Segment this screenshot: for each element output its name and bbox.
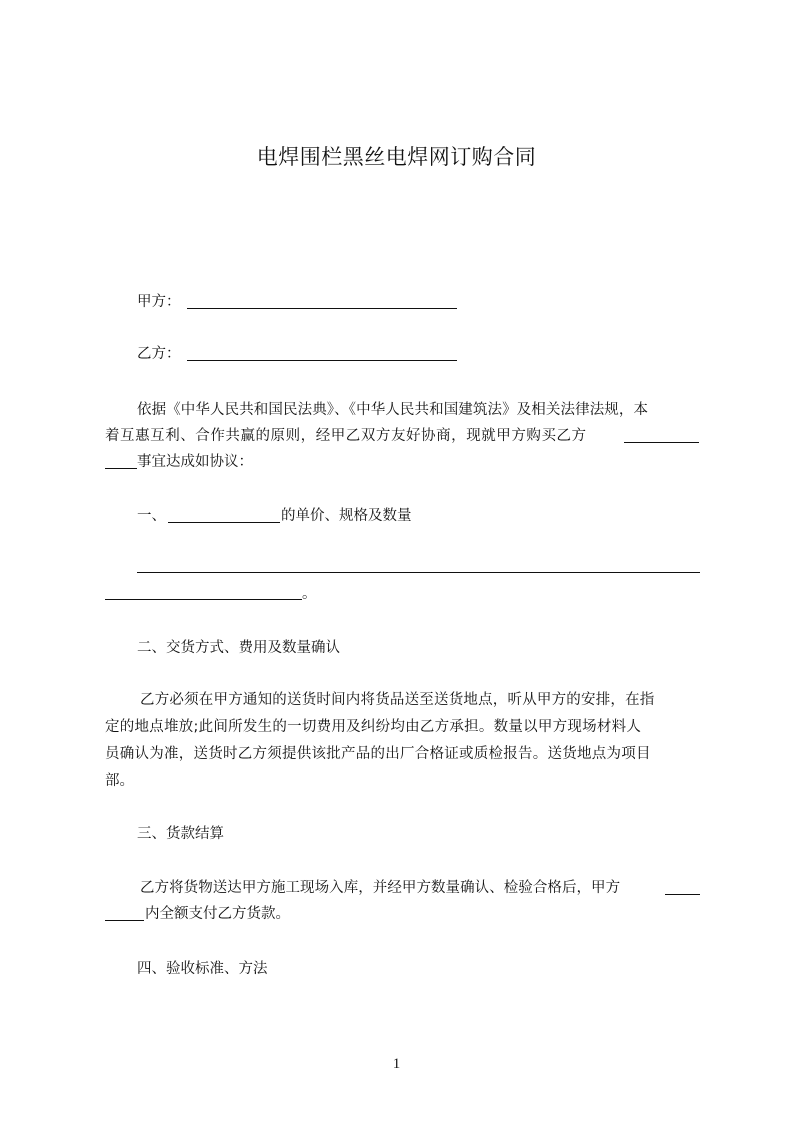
section-1-detail-blank-2 — [105, 599, 302, 600]
section-3-heading: 三、货款结算 — [137, 826, 224, 842]
party-b-label: 乙方： — [137, 346, 181, 362]
intro-blank-1 — [624, 442, 699, 443]
party-a-blank — [187, 308, 457, 309]
section-2-line-1: 乙方必须在甲方通知的送货时间内将货品送至送货地点，听从甲方的安排，在指 — [140, 692, 655, 708]
section-2-line-2: 定的地点堆放;此间所发生的一切费用及纠纷均由乙方承担。数量以甲方现场材料人 — [105, 719, 642, 735]
section-4-heading: 四、验收标准、方法 — [137, 961, 268, 977]
section-1-end-mark: 。 — [302, 586, 317, 602]
section-1-prefix: 一、 — [137, 508, 166, 524]
intro-blank-2 — [105, 468, 137, 469]
document-title: 电焊围栏黑丝电焊网订购合同 — [256, 145, 537, 169]
section-2-heading: 二、交货方式、费用及数量确认 — [137, 640, 340, 656]
section-3-line-1: 乙方将货物送达甲方施工现场入库，并经甲方数量确认、检验合格后，甲方 — [140, 880, 621, 896]
section-2-line-4: 部。 — [105, 773, 134, 789]
party-b-blank — [187, 360, 457, 361]
section-1-detail-blank-1 — [137, 572, 700, 573]
section-3-blank-2 — [105, 920, 144, 921]
section-3-blank-1 — [665, 894, 700, 895]
party-a-label: 甲方： — [137, 294, 181, 310]
section-1-blank — [168, 522, 280, 523]
intro-line-1: 依据《中华人民共和国民法典》、《中华人民共和国建筑法》及相关法律法规，本 — [137, 402, 649, 418]
intro-line-3: 事宜达成如协议： — [137, 454, 253, 470]
section-1-heading: 的单价、规格及数量 — [281, 508, 412, 524]
intro-line-2: 着互惠互利、合作共赢的原则，经甲乙双方友好协商，现就甲方购买乙方 — [105, 428, 587, 444]
page-number: 1 — [392, 1056, 401, 1072]
section-3-line-2: 内全额支付乙方货款。 — [145, 906, 290, 922]
section-2-line-3: 员确认为准，送货时乙方须提供该批产品的出厂合格证或质检报告。送货地点为项目 — [105, 746, 651, 762]
